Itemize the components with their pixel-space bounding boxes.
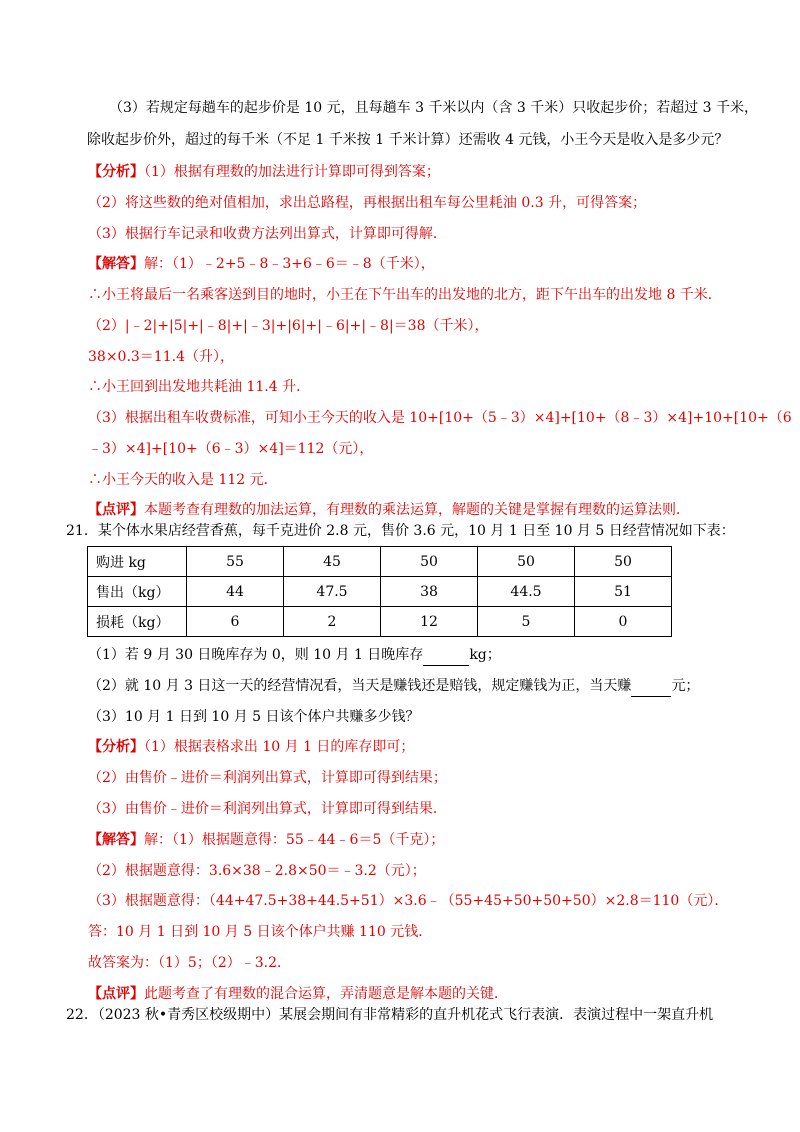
- comment-label: 【点评】: [88, 986, 144, 1002]
- q21-comment: [88, 984, 508, 1004]
- q20-part3-line1: （3）若规定每趟车的起步价是 10 元，且每趟车 3 千米以内（含 3 千米）只收起步价；若超过 3 千米，: [109, 100, 759, 116]
- table-row-label: 购进 kg: [88, 547, 187, 577]
- q21-solution-5: 故答案为：（1）5；（2）﹣3.2．: [88, 955, 291, 971]
- solution-text: 解：（1）﹣2+5﹣8﹣3+6﹣6＝﹣8（千米），: [144, 256, 435, 272]
- table-cell: 47.5: [284, 577, 381, 607]
- q21-solution-2: （2）根据题意得：3.6×38﹣2.8×50＝﹣3.2（元）；: [88, 863, 426, 879]
- q20-analysis-3: （3）根据行车记录和收费方法列出算式，计算即可得解．: [88, 226, 447, 242]
- table-cell: 44.5: [478, 577, 575, 607]
- table-cell: 5: [478, 607, 575, 637]
- q21-analysis-2: （2）由售价﹣进价＝利润列出算式，计算即可得到结果；: [88, 770, 447, 786]
- table-cell: 50: [381, 547, 478, 577]
- answer-blank[interactable]: [631, 676, 671, 697]
- q21-solution-3: （3）根据题意得：（44+47.5+38+44.5+51）×3.6﹣（55+45+50+50+50）×2.8＝110（元）．: [88, 893, 729, 909]
- q21-analysis-3: （3）由售价﹣进价＝利润列出算式，计算即可得到结果．: [88, 801, 447, 817]
- q20-analysis-2: （2）将这些数的绝对值相加，求出总路程，再根据出租车每公里耗油 0.3 升，可得答案；: [88, 195, 647, 211]
- sub2-text: （2）就 10 月 3 日这一天的经营情况看，当天是赚钱还是赔钱，规定赚钱为正，当天赚: [88, 678, 632, 694]
- analysis-label: 【分析】: [88, 164, 144, 180]
- q22-stem: 22．（2023 秋•青秀区校级期中）某展会期间有非常精彩的直升机花式飞行表演．表演过程中一架直升机: [66, 1007, 714, 1023]
- q20-solution-5: ∴小王回到出发地共耗油 11.4 升．: [88, 379, 311, 395]
- table-cell: 45: [284, 547, 381, 577]
- table-row: [88, 577, 672, 607]
- q20-part3-line2: 除收起步价外，超过的每千米（不足 1 千米按 1 千米计算）还需收 4 元钱，小王今天是收入是多少元？: [87, 132, 729, 148]
- table-cell: 51: [575, 577, 672, 607]
- table-row: [88, 547, 672, 577]
- table-cell: 0: [575, 607, 672, 637]
- q20-solution-6: （3）根据出租车收费标准，可知小王今天的收入是 10+[10+（5﹣3）×4]+[10+（8﹣3）×4]+10+[10+（6: [88, 410, 792, 426]
- q21-solution-4: 答：10 月 1 日到 10 月 5 日该个体户共赚 110 元钱．: [88, 924, 433, 940]
- solution-text: 解：（1）根据题意得：55﹣44﹣6＝5（千克）；: [144, 832, 445, 848]
- q20-solution-7: ﹣3）×4]+[10+（6﹣3）×4]＝112（元），: [88, 441, 374, 457]
- q21-solution-1: [88, 830, 444, 850]
- q20-solution-1: [88, 254, 435, 274]
- table-cell: 12: [381, 607, 478, 637]
- q20-analysis-1: [88, 162, 440, 182]
- sub1-unit: kg；: [469, 647, 501, 663]
- answer-blank[interactable]: [423, 645, 469, 666]
- q20-comment: [88, 500, 690, 520]
- analysis-text: （1）根据有理数的加法进行计算即可得到答案；: [144, 164, 440, 180]
- sub2-unit: 元；: [671, 678, 700, 694]
- table-cell: 50: [478, 547, 575, 577]
- table-cell: 44: [187, 577, 284, 607]
- table-row: [88, 607, 672, 637]
- q20-solution-2: ∴小王将最后一名乘客送到目的地时，小王在下午出车的出发地的北方，距下午出车的出发地 8 千米．: [88, 287, 722, 303]
- q20-solution-4: 38×0.3＝11.4（升），: [88, 349, 234, 365]
- sales-table: [87, 546, 672, 637]
- comment-text: 本题考查有理数的加法运算，有理数的乘法运算，解题的关键是掌握有理数的运算法则．: [144, 502, 690, 518]
- comment-label: 【点评】: [88, 502, 144, 518]
- q21-sub2: [88, 676, 699, 697]
- q20-solution-3: （2）|﹣2|+|5|+|﹣8|+|﹣3|+|6|+|﹣6|+|﹣8|＝38（千米），: [88, 318, 489, 334]
- table-cell: 55: [187, 547, 284, 577]
- q21-sub1: [88, 645, 501, 666]
- table-cell: 6: [187, 607, 284, 637]
- table-row-label: 损耗（kg）: [88, 607, 187, 637]
- solution-label: 【解答】: [88, 832, 144, 848]
- analysis-text: （1）根据表格求出 10 月 1 日的库存即可；: [144, 739, 415, 755]
- solution-label: 【解答】: [88, 256, 144, 272]
- table-cell: 38: [381, 577, 478, 607]
- q20-solution-8: ∴小王今天的收入是 112 元．: [88, 472, 278, 488]
- table-cell: 2: [284, 607, 381, 637]
- analysis-label: 【分析】: [88, 739, 144, 755]
- q21-analysis-1: [88, 737, 414, 757]
- q21-stem: 21．某个体水果店经营香蕉，每千克进价 2.8 元，售价 3.6 元，10 月 1 日至 10 月 5 日经营情况如下表：: [66, 523, 735, 539]
- table-row-label: 售出（kg）: [88, 577, 187, 607]
- table-cell: 50: [575, 547, 672, 577]
- sub1-text: （1）若 9 月 30 日晚库存为 0，则 10 月 1 日晚库存: [88, 647, 424, 663]
- comment-text: 此题考查了有理数的混合运算，弄清题意是解本题的关键．: [144, 986, 508, 1002]
- q21-sub3: （3）10 月 1 日到 10 月 5 日该个体户共赚多少钱？: [88, 709, 420, 725]
